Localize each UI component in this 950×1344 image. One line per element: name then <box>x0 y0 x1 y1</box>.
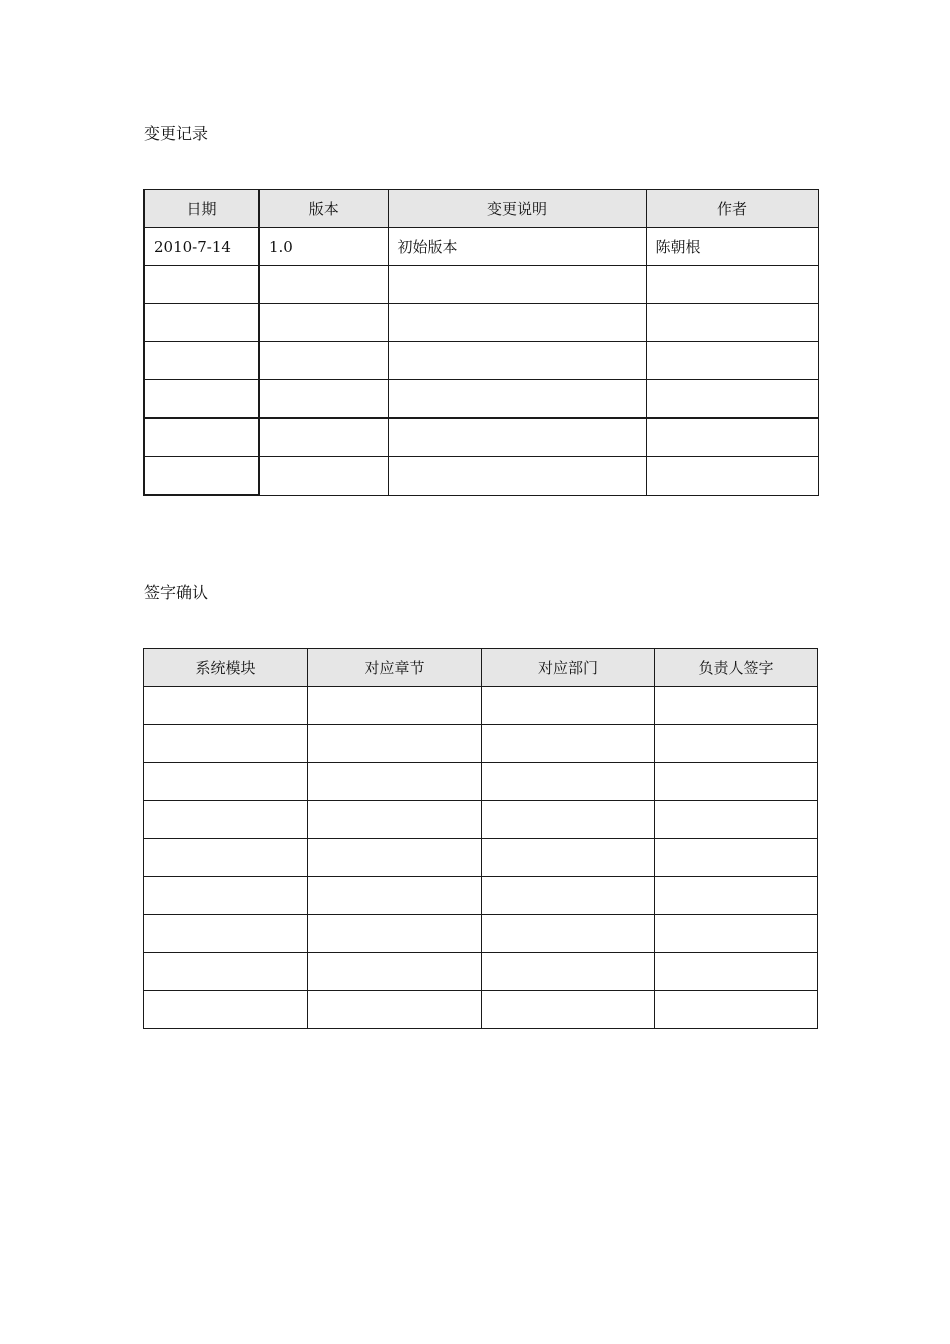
cell-author <box>646 266 818 304</box>
cell-system-module <box>144 991 308 1029</box>
table-row <box>144 801 818 839</box>
cell-change-description <box>388 342 646 380</box>
cell-version <box>259 418 388 457</box>
table-row <box>144 266 818 304</box>
table-row <box>144 725 818 763</box>
cell-chapter <box>308 725 482 763</box>
table-row <box>144 380 818 419</box>
cell-author: 陈朝根 <box>646 228 818 266</box>
cell-department <box>482 991 655 1029</box>
table-row <box>144 418 818 457</box>
cell-system-module <box>144 839 308 877</box>
table-header-row <box>144 649 818 687</box>
cell-chapter <box>308 953 482 991</box>
cell-system-module <box>144 801 308 839</box>
cell-department <box>482 687 655 725</box>
header-chapter: 对应章节 <box>308 649 482 687</box>
cell-chapter <box>308 687 482 725</box>
cell-date <box>144 304 259 342</box>
table-row <box>144 228 818 266</box>
table-row <box>144 687 818 725</box>
cell-department <box>482 915 655 953</box>
cell-department <box>482 801 655 839</box>
sign-confirm-title: 签字确认 <box>144 583 209 602</box>
cell-date <box>144 266 259 304</box>
cell-signature <box>655 763 818 801</box>
table-row <box>144 839 818 877</box>
cell-change-description <box>388 457 646 496</box>
header-date: 日期 <box>144 190 259 228</box>
cell-version <box>259 266 388 304</box>
cell-author <box>646 380 818 419</box>
table-row <box>144 991 818 1029</box>
cell-date <box>144 380 259 419</box>
cell-signature <box>655 801 818 839</box>
header-system-module: 系统模块 <box>144 649 308 687</box>
cell-department <box>482 953 655 991</box>
cell-chapter <box>308 915 482 953</box>
cell-version <box>259 342 388 380</box>
cell-signature <box>655 839 818 877</box>
cell-chapter <box>308 991 482 1029</box>
cell-system-module <box>144 725 308 763</box>
cell-department <box>482 877 655 915</box>
header-author: 作者 <box>646 190 818 228</box>
cell-chapter <box>308 801 482 839</box>
cell-version <box>259 380 388 419</box>
cell-author <box>646 418 818 457</box>
cell-date: 2010-7-14 <box>144 228 259 266</box>
header-change-description: 变更说明 <box>388 190 646 228</box>
sign-confirm-table <box>143 648 818 1029</box>
cell-system-module <box>144 915 308 953</box>
cell-author <box>646 457 818 496</box>
cell-signature <box>655 687 818 725</box>
cell-chapter <box>308 877 482 915</box>
cell-signature <box>655 725 818 763</box>
table-row <box>144 877 818 915</box>
cell-version <box>259 457 388 496</box>
table-row <box>144 915 818 953</box>
cell-system-module <box>144 953 308 991</box>
table-row <box>144 304 818 342</box>
header-department: 对应部门 <box>482 649 655 687</box>
cell-change-description <box>388 266 646 304</box>
cell-signature <box>655 991 818 1029</box>
change-record-title: 变更记录 <box>144 124 209 143</box>
cell-system-module <box>144 687 308 725</box>
change-record-table <box>143 189 819 496</box>
cell-change-description: 初始版本 <box>388 228 646 266</box>
cell-system-module <box>144 877 308 915</box>
cell-department <box>482 839 655 877</box>
cell-date <box>144 342 259 380</box>
table-row <box>144 457 818 496</box>
table-row <box>144 342 818 380</box>
cell-department <box>482 763 655 801</box>
cell-change-description <box>388 380 646 419</box>
cell-date <box>144 418 259 457</box>
header-signature: 负责人签字 <box>655 649 818 687</box>
cell-department <box>482 725 655 763</box>
table-header-row <box>144 190 818 228</box>
cell-chapter <box>308 763 482 801</box>
cell-author <box>646 342 818 380</box>
table-row <box>144 953 818 991</box>
cell-version <box>259 304 388 342</box>
cell-change-description <box>388 304 646 342</box>
header-version: 版本 <box>259 190 388 228</box>
cell-chapter <box>308 839 482 877</box>
cell-date <box>144 457 259 496</box>
cell-author <box>646 304 818 342</box>
table-row <box>144 763 818 801</box>
cell-system-module <box>144 763 308 801</box>
cell-signature <box>655 877 818 915</box>
cell-signature <box>655 953 818 991</box>
cell-change-description <box>388 418 646 457</box>
cell-version: 1.0 <box>259 228 388 266</box>
cell-signature <box>655 915 818 953</box>
